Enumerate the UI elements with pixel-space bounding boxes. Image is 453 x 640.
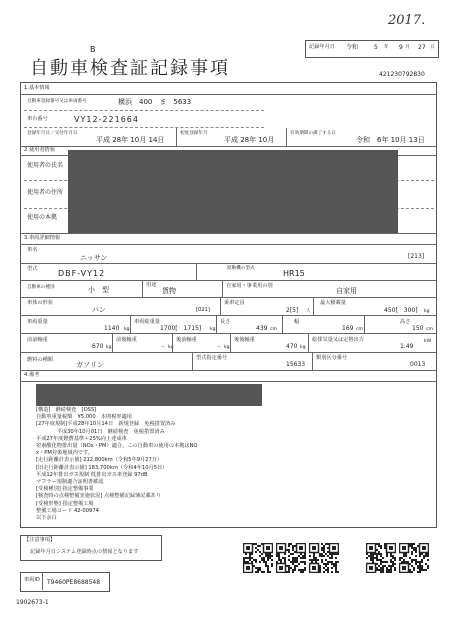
document-number: 421230792830 [379, 71, 425, 78]
section-notes-title: 4.備考 [24, 372, 40, 378]
maker-value: ニッサン [80, 254, 108, 262]
day-unit: 日 [430, 45, 435, 50]
width-label: 幅 [294, 319, 300, 325]
shape-code: [021] [196, 307, 210, 313]
gross-value: 1700[ 1715] [160, 325, 202, 332]
front-rear-axle-label: 前後軸重 [116, 337, 137, 343]
length-unit: cm [270, 327, 278, 332]
engine-label: 原動機の型式 [227, 266, 255, 271]
qr-code-icon [276, 543, 306, 573]
note-line: 以下余白 [36, 515, 57, 521]
front-rear-axle-value: - [162, 343, 165, 350]
user-name-label: 使用者の氏名 [27, 162, 64, 169]
class-value: 0013 [410, 361, 426, 368]
notice-text: 記録年月日システム登録時点の情報となります [30, 549, 139, 555]
kind-value: 小 型 [88, 286, 109, 294]
type-cert-label: 型式指定番号 [196, 355, 228, 361]
weight-unit: kg [124, 327, 130, 332]
type-cert-value: 15633 [286, 361, 306, 368]
gross-label: 車両総重量 [134, 319, 160, 325]
note-line: [旧走行距離計表示値] 183,700km（令和4年10月5日） [36, 464, 168, 471]
expiry-label: 有効期間の満了する日 [290, 131, 336, 136]
note-line: 平成30年10月01日 継続検査 免税措置済み [36, 428, 165, 435]
rear-axle-value: 470 [286, 343, 298, 350]
engine-value: HR15 [283, 269, 305, 278]
capacity-unit: 人 [306, 309, 311, 314]
note-line: [受検形態] 指定整備工場 [36, 500, 94, 507]
note-line: [構造] 継続検査 [OSS] [36, 407, 97, 413]
height-label: 高さ [400, 319, 411, 325]
handwritten-year: 2017. [388, 13, 426, 28]
business-label: 自家用・事業用の別 [226, 283, 273, 289]
maxload-value: 450[ 300] [384, 307, 418, 314]
height-unit: cm [426, 327, 434, 332]
record-date-era: 令和 [346, 44, 359, 51]
width-unit: cm [356, 327, 364, 332]
car-id-label: 車両ID [24, 577, 40, 583]
record-date-label: 記録年月日 [309, 44, 335, 50]
model-label: 型式 [27, 266, 38, 272]
note-line: [検査時の点検整備実施状況] 点検整備記録簿記載あり [36, 493, 162, 500]
note-line: 整備工場コード 42-00974 [36, 507, 99, 514]
front-axle-unit: kg [106, 345, 112, 350]
qr-code-icon [366, 543, 396, 573]
qr-code-icon [399, 543, 429, 573]
gross-unit: kg [210, 327, 216, 332]
model-value: DBF-VY12 [58, 269, 106, 278]
maxload-label: 最大積載量 [320, 300, 346, 306]
note-line: 平成12年排出ガス規制 低排出ガス車登録 97dB [36, 471, 148, 478]
notice-title: 【注意事項】 [24, 537, 56, 543]
front-axle-value: 670 [92, 343, 104, 350]
front-rear-axle-unit: kg [168, 345, 174, 350]
chassis-value: VY12-221664 [74, 115, 139, 124]
displacement-value: 1.49 [400, 343, 414, 350]
chassis-label: 車台番号 [27, 116, 48, 122]
rear-axle-unit: kg [300, 345, 306, 350]
page-title: 自動車検査証記録事項 [30, 58, 230, 79]
first-reg-label: 登録年月日／交付年月日 [27, 131, 78, 136]
section-user-title: 2.使用者情報 [24, 147, 55, 153]
fuel-label: 燃料の種類 [27, 357, 53, 363]
record-date-month: 9 [399, 44, 403, 51]
user-address-label: 使用者の住所 [27, 189, 64, 196]
reg-number-label: 自動車登録番号又は車両番号 [27, 99, 87, 104]
note-line: [走行距離計表示値] 212,800km（令和5年9月27日） [36, 457, 163, 464]
qr-code-icon [309, 543, 339, 573]
rear-axle-label: 後後軸重 [234, 337, 255, 343]
reg-number-value: 横浜 400 ま 5633 [118, 98, 192, 106]
fuel-value: ガソリン [76, 361, 104, 369]
month-unit: 月 [405, 45, 410, 50]
note-line: 自動車重量税額 ¥5,000 本則税率適用 [36, 414, 132, 421]
notes-redaction [36, 384, 262, 406]
note-line: 平成27年度燃費基準＋25%向上達成車 [36, 435, 127, 442]
section-basic-title: 1.基本情報 [24, 85, 50, 91]
maker-label: 車名 [27, 247, 38, 253]
first-year-label: 初度登録年月 [180, 131, 208, 136]
displacement-label: 総排気量又は定格出力 [312, 337, 364, 343]
note-line: x・PM対策地域内です。 [36, 450, 93, 457]
note-line: [受検種別] 指定整備事業 [36, 486, 94, 493]
expiry-value: 令和 6年 10月 13日 [356, 136, 425, 144]
note-line: 窒素酸化物排出量（NOx・PM）適合。この自動車の使用の本拠はNO [36, 443, 198, 449]
year-unit: 年 [384, 45, 389, 50]
note-line: マフラー規制適合証明書確認 [36, 479, 104, 485]
rear-front-axle-unit: kg [224, 345, 230, 350]
width-value: 169 [342, 325, 354, 332]
shape-label: 車体の形状 [27, 300, 53, 306]
note-line: [27年度規制]平成28年10月14日 新規登録 免税措置済み [36, 421, 176, 428]
shape-value: バン [92, 306, 106, 314]
letter-b: B [90, 45, 96, 54]
qr-code-icon [243, 543, 273, 573]
record-date-day: 27 [418, 44, 426, 51]
rear-front-axle-value: - [218, 343, 221, 350]
weight-label: 車両重量 [27, 319, 48, 325]
length-label: 長さ [220, 319, 231, 325]
class-label: 類別区分番号 [316, 355, 348, 361]
maker-code: [213] [408, 253, 425, 260]
capacity-value: 2[5] [286, 307, 299, 314]
kind-label: 自動車の種別 [27, 285, 55, 290]
displacement-unit: kW [424, 339, 432, 344]
base-label: 使用の本拠 [27, 214, 58, 221]
front-axle-label: 前前軸重 [27, 337, 48, 343]
weight-value: 1140 [104, 325, 120, 332]
use-value: 貨物 [162, 287, 176, 295]
section-vehicle-title: 3.車両詳細情報 [24, 235, 61, 241]
capacity-label: 乗車定員 [224, 300, 245, 306]
first-year-value: 平成 28年 10月 [224, 136, 275, 144]
car-id-value: T9460PE8688548 [47, 579, 101, 586]
redaction-block [68, 150, 398, 233]
length-value: 439 [256, 325, 268, 332]
page-reference: 1902673-1 [16, 599, 49, 606]
maxload-unit: kg [424, 309, 430, 314]
business-value: 自家用 [336, 287, 357, 295]
first-reg-value: 平成 28年 10月 14日 [96, 136, 165, 144]
height-value: 150 [412, 325, 424, 332]
use-label: 用途 [146, 282, 157, 288]
rear-front-axle-label: 後前軸重 [176, 337, 197, 343]
record-date-year: 5 [374, 44, 378, 51]
